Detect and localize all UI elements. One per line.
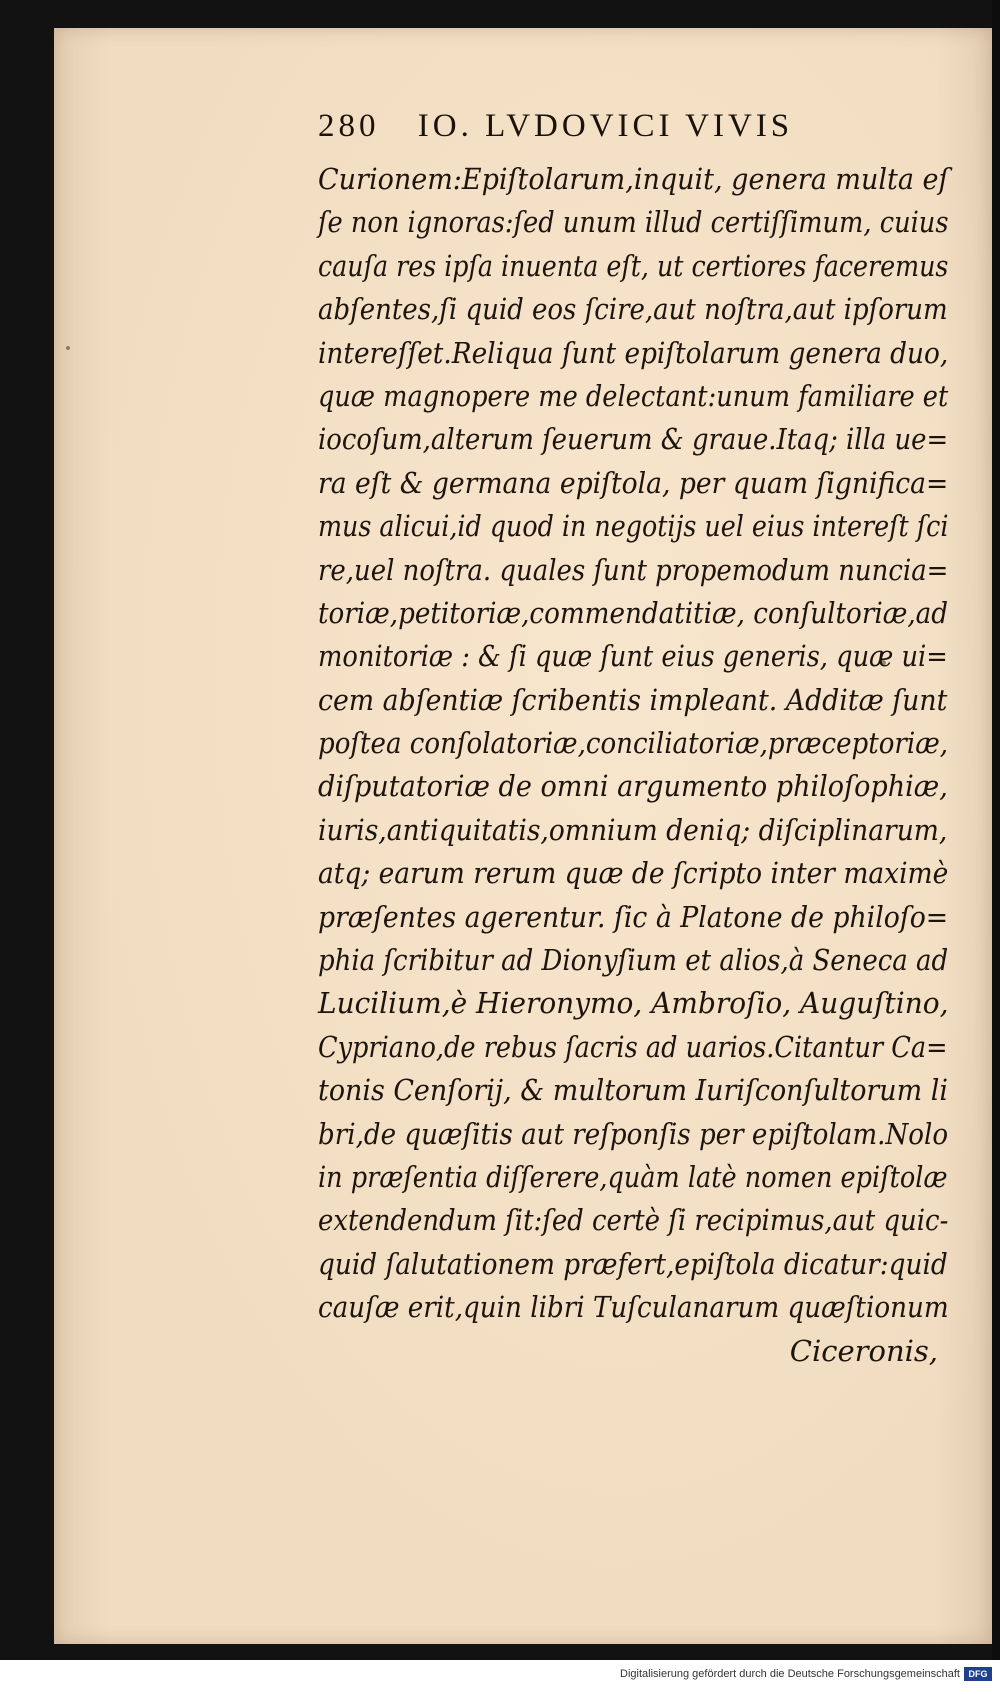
- text-line: poſtea conſolatoriæ,conciliatoriæ,præceptoriæ,: [318, 726, 949, 761]
- text-line: extendendum ſit:ſed certè ſi recipimus,aut quic-: [318, 1203, 949, 1238]
- text-line: cauſa res ipſa inuenta eſt, ut certiores faceremus: [318, 248, 949, 283]
- text-line: intereſſet.Reliqua ſunt epiſtolarum genera duo,: [318, 335, 949, 370]
- text-line: iocoſum,alterum ſeuerum & graue.Itaq; illa ue=: [318, 422, 949, 457]
- text-line: monitoriæ : & ſi quæ ſunt eius generis, quæ ui=: [318, 639, 948, 674]
- text-line: cem abſentiæ ſcribentis impleant. Additæ ſunt: [318, 682, 948, 717]
- text-line: ſe non ignoras:ſed unum illud certiſſimum, cuius: [318, 205, 949, 240]
- text-line: phia ſcribitur ad Dionyſium et alios,à Seneca ad: [318, 943, 949, 978]
- text-line: quæ magnopere me delectant:unum familiare et: [318, 378, 949, 413]
- text-line: quid ſalutationem præfert,epiſtola dicatur:quid: [318, 1246, 948, 1281]
- catchword: Ciceronis,: [789, 1333, 938, 1368]
- text-line: Curionem:Epiſtolarum,inquit, genera multa eſ: [318, 162, 949, 196]
- text-line: toriæ,petitoriæ,commendatitiæ, conſultoriæ,ad: [318, 595, 949, 630]
- text-line: cauſæ erit,quin libri Tuſculanarum quæſtionum: [318, 1290, 949, 1325]
- text-line: diſputatoriæ de omni argumento philoſophiæ,: [318, 769, 948, 804]
- scan-edge-strip: [992, 0, 1000, 1660]
- text-line: ra eſt & germana epiſtola, per quam ſignifica=: [318, 465, 949, 500]
- body-text: [318, 158, 948, 1373]
- text-line: in præſentia diſſerere,quàm latè nomen epiſtolæ: [318, 1159, 948, 1194]
- text-line: mus alicui,id quod in negotijs uel eius intereſt ſci: [318, 509, 949, 544]
- page-number: 280: [318, 108, 380, 144]
- text-line: abſentes,ſi quid eos ſcire,aut noſtra,aut ipſorum: [318, 292, 948, 327]
- running-head: [318, 108, 878, 152]
- text-line: iuris,antiquitatis,omnium deniq; diſciplinarum,: [318, 812, 948, 847]
- paper-speck: [66, 346, 70, 350]
- text-line: præſentes agerentur. ſic à Platone de philoſo=: [318, 899, 949, 934]
- running-head-title: IO. LVDOVICI VIVIS: [417, 108, 794, 144]
- funding-credit: Digitalisierung gefördert durch die Deutsche Forschungsgemeinschaft: [620, 1668, 960, 1680]
- text-line: Cypriano,de rebus ſacris ad uarios.Citantur Ca=: [318, 1029, 948, 1064]
- text-line: bri,de quæſitis aut reſponſis per epiſtolam.Nolo: [318, 1116, 949, 1151]
- footer-bar: [0, 1660, 1000, 1694]
- dfg-logo: DFG: [964, 1667, 992, 1681]
- text-line: Lucilium,è Hieronymo, Ambroſio, Auguſtino,: [318, 986, 949, 1021]
- text-line: re,uel noſtra. quales ſunt propemodum nuncia=: [318, 552, 949, 587]
- text-line: atq; earum rerum quæ de ſcripto inter maximè: [318, 856, 949, 891]
- text-line: tonis Cenſorij, & multorum Iuriſconſultorum li: [318, 1073, 948, 1108]
